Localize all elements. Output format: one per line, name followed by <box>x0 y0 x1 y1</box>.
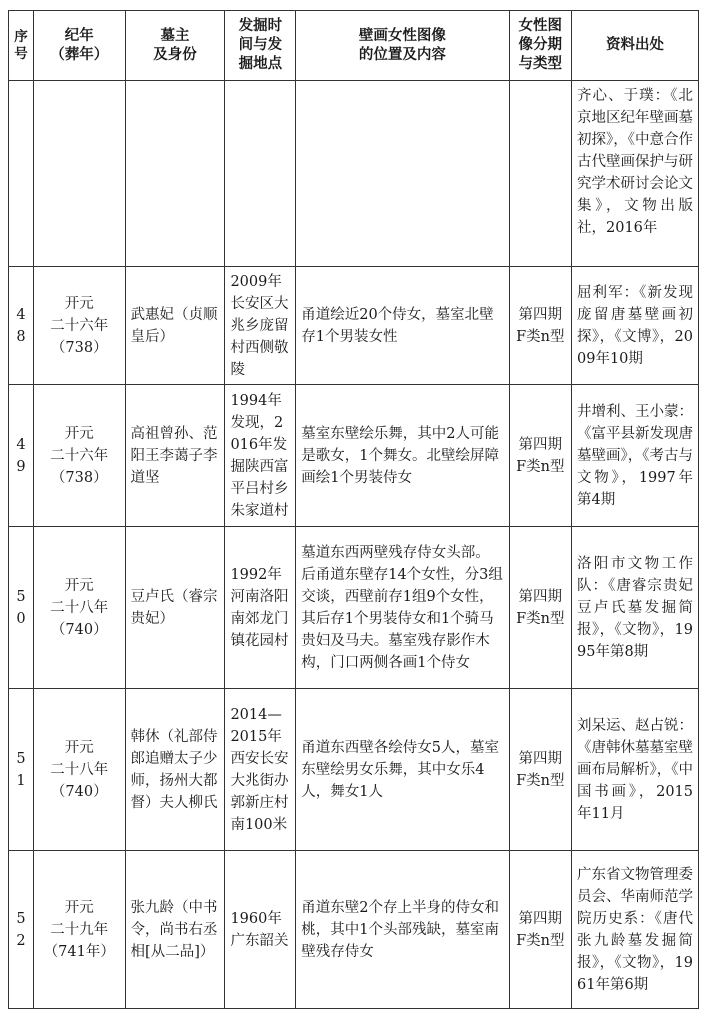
cell-tomb: 豆卢氏（睿宗贵妃） <box>125 527 225 689</box>
table-row <box>9 267 699 385</box>
table-row <box>9 385 699 527</box>
cell-description <box>296 81 509 267</box>
cell-source: 广东省文物管理委员会、华南师范学院历史系：《唐代张九龄墓发掘简报》，《文物》，1961年第6期 <box>572 851 699 1009</box>
table-row <box>9 81 699 267</box>
cell-type: 第四期F类n型 <box>509 689 571 851</box>
cell-no: 48 <box>9 267 34 385</box>
cell-no: 51 <box>9 689 34 851</box>
header-year: 纪年 （葬年） <box>33 11 125 81</box>
header-row <box>9 11 699 81</box>
cell-no: 52 <box>9 851 34 1009</box>
table-row <box>9 851 699 1009</box>
cell-excavation: 1994年发现，2016年发掘陕西富平吕村乡朱家道村 <box>225 385 296 527</box>
cell-source: 洛阳市文物工作队：《唐睿宗贵妃豆卢氏墓发掘简报》，《文物》，1995年第8期 <box>572 527 699 689</box>
cell-tomb: 高祖曾孙、范阳王李蔼子李道坚 <box>125 385 225 527</box>
cell-description: 甬道东西壁各绘侍女5人，墓室东壁绘男女乐舞，其中女乐4人，舞女1人 <box>296 689 509 851</box>
cell-description: 甬道绘近20个侍女，墓室北壁存1个男装女性 <box>296 267 509 385</box>
cell-excavation: 1992年河南洛阳南郊龙门镇花园村 <box>225 527 296 689</box>
cell-type: 第四期F类n型 <box>509 851 571 1009</box>
cell-tomb <box>125 81 225 267</box>
cell-tomb: 韩休（礼部侍郎追赠太子少师，扬州大都督）夫人柳氏 <box>125 689 225 851</box>
cell-type <box>509 81 571 267</box>
cell-excavation: 2014—2015年西安长安大兆街办郭新庄村南100米 <box>225 689 296 851</box>
cell-no: 49 <box>9 385 34 527</box>
cell-type: 第四期F类n型 <box>509 527 571 689</box>
cell-year: 开元 二十六年 （738） <box>33 267 125 385</box>
table-row <box>9 527 699 689</box>
cell-source: 屈利军：《新发现庞留唐墓壁画初探》，《文博》，2009年10期 <box>572 267 699 385</box>
cell-description: 墓室东壁绘乐舞，其中2人可能是歌女，1个舞女。北壁绘屏障画绘1个男装侍女 <box>296 385 509 527</box>
cell-type: 第四期F类n型 <box>509 267 571 385</box>
header-type: 女性图 像分期 与类型 <box>509 11 571 81</box>
header-tomb: 墓主 及身份 <box>125 11 225 81</box>
cell-source: 刘呆运、赵占锐：《唐韩休墓墓室壁画布局解析》，《中国书画》，2015年11月 <box>572 689 699 851</box>
cell-no: 50 <box>9 527 34 689</box>
cell-year: 开元 二十九年 （741年） <box>33 851 125 1009</box>
cell-source: 齐心、于璞：《北京地区纪年壁画墓初探》，《中意合作古代壁画保护与研究学术研讨会论文集》，文物出版社，2016年 <box>572 81 699 267</box>
cell-description: 甬道东壁2个存上半身的侍女和桃，其中1个头部残缺，墓室南壁残存侍女 <box>296 851 509 1009</box>
cell-source: 井增利、王小蒙：《富平县新发现唐墓壁画》，《考古与文物》，1997年第4期 <box>572 385 699 527</box>
cell-year: 开元 二十八年 （740） <box>33 689 125 851</box>
cell-no <box>9 81 34 267</box>
header-excavation: 发掘时 间与发 掘地点 <box>225 11 296 81</box>
cell-tomb: 张九龄（中书令，尚书右丞相[从二品]） <box>125 851 225 1009</box>
cell-tomb: 武惠妃（贞顺皇后） <box>125 267 225 385</box>
cell-description: 墓道东西两壁残存侍女头部。后甬道东壁存14个女性，分3组交谈，西壁前存1组9个女性，其后存1个男装侍女和1个骑马贵妇及马夫。墓室残存影作木构，门口两侧各画1个侍女 <box>296 527 509 689</box>
header-description: 壁画女性图像 的位置及内容 <box>296 11 509 81</box>
header-no: 序号 <box>9 11 34 81</box>
cell-year: 开元 二十六年 （738） <box>33 385 125 527</box>
cell-excavation <box>225 81 296 267</box>
cell-excavation: 1960年广东韶关 <box>225 851 296 1009</box>
cell-year <box>33 81 125 267</box>
table-row <box>9 689 699 851</box>
cell-excavation: 2009年长安区大兆乡庞留村西侧敬陵 <box>225 267 296 385</box>
cell-year: 开元 二十八年 （740） <box>33 527 125 689</box>
tomb-mural-table <box>8 10 699 1009</box>
cell-type: 第四期F类n型 <box>509 385 571 527</box>
header-source: 资料出处 <box>572 11 699 81</box>
